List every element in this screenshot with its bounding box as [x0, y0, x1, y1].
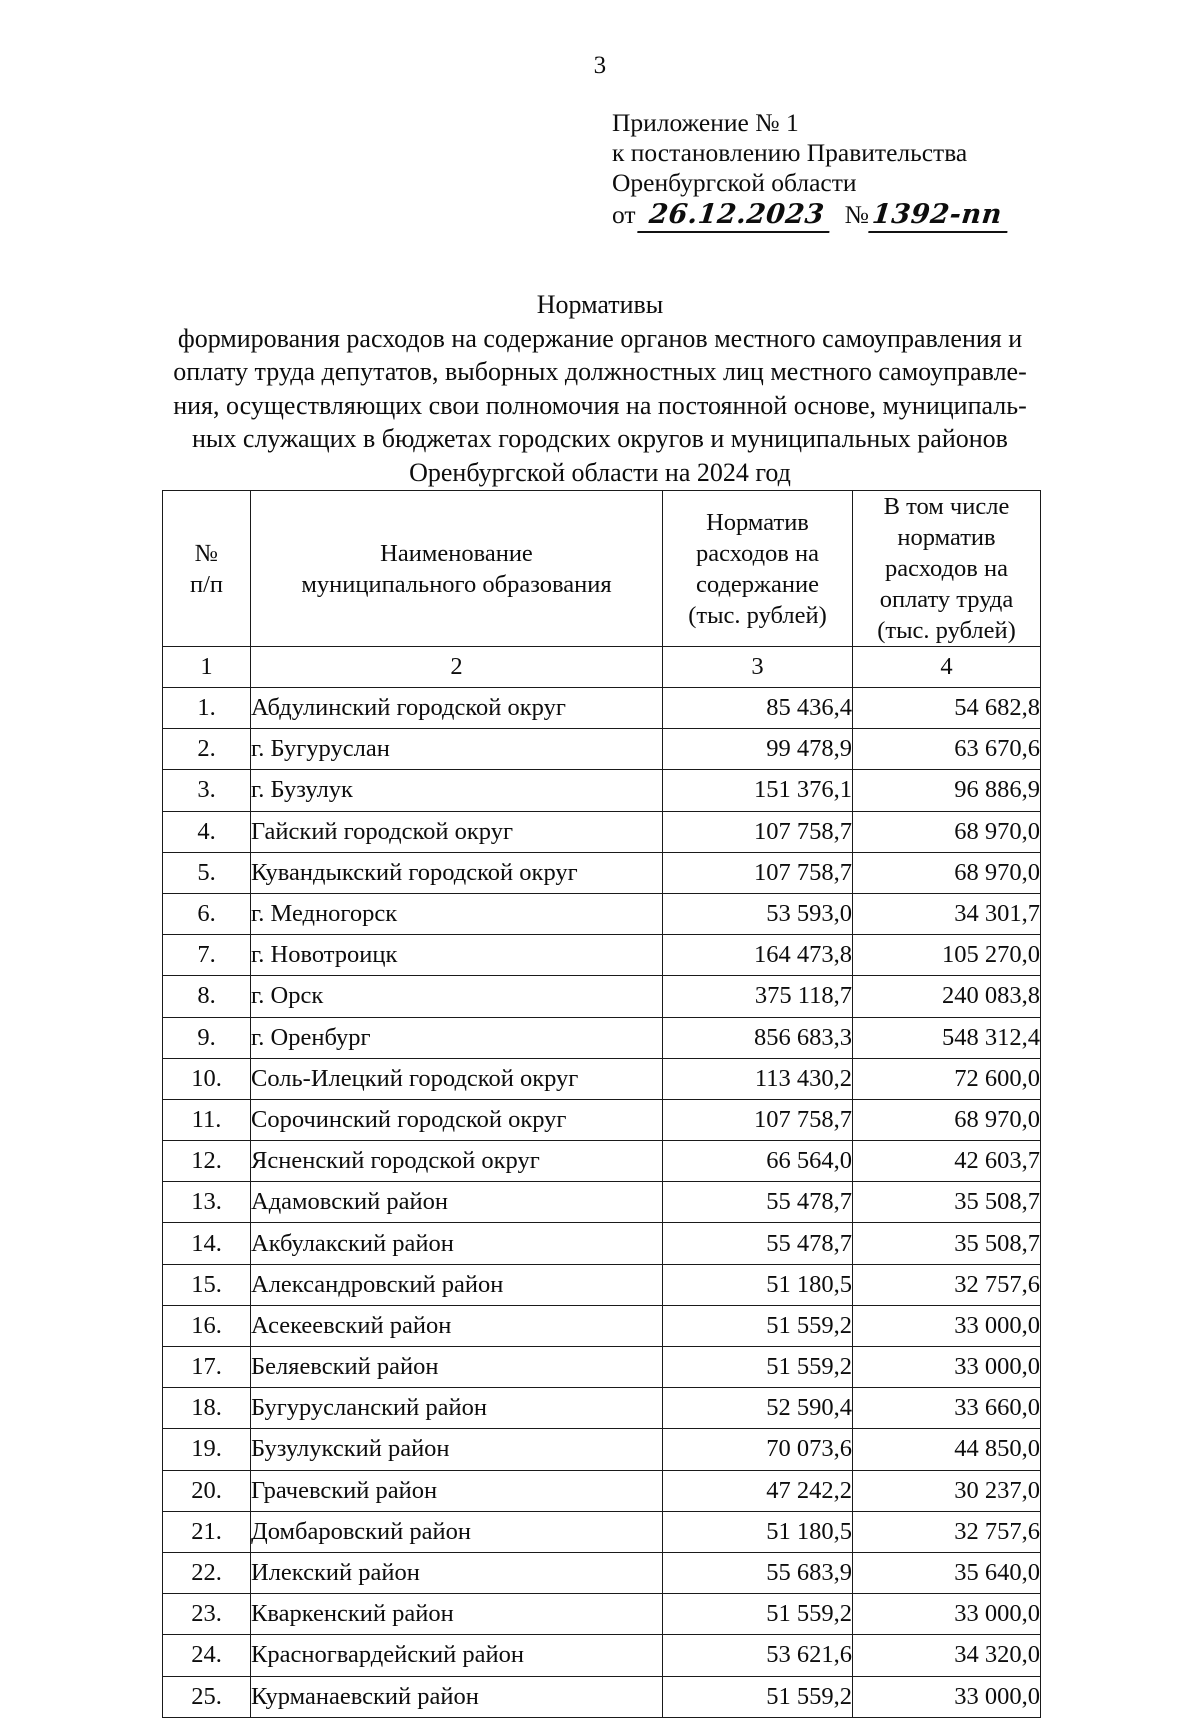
row-salary-cell: 105 270,0 [853, 935, 1041, 976]
header-cell-salary-norm [853, 491, 1041, 647]
header-cell-municipality [251, 491, 663, 647]
row-salary-cell: 42 603,7 [853, 1141, 1041, 1182]
table-row [163, 1429, 1041, 1470]
row-maintenance-cell: 51 559,2 [663, 1347, 853, 1388]
appendix-line-1: Приложение № 1 [612, 108, 799, 137]
row-index-cell: 14. [163, 1223, 251, 1264]
row-salary-cell: 96 886,9 [853, 770, 1041, 811]
row-maintenance-cell: 51 559,2 [663, 1594, 853, 1635]
row-index-cell: 16. [163, 1305, 251, 1346]
table-row [163, 811, 1041, 852]
table-row [163, 688, 1041, 729]
header-maintenance-line-3: содержание [696, 570, 819, 598]
title-line-2: формирования расходов на содержание органов местного самоуправления и [177, 323, 1023, 353]
row-salary-cell: 32 757,6 [853, 1264, 1041, 1305]
row-maintenance-cell: 47 242,2 [663, 1470, 853, 1511]
table-row [163, 1305, 1041, 1346]
row-index-cell: 23. [163, 1594, 251, 1635]
page-number: 3 [593, 52, 607, 79]
row-index-cell: 5. [163, 852, 251, 893]
row-municipality-cell: Абдулинский городской округ [251, 688, 663, 729]
column-number-4: 4 [853, 647, 1041, 688]
row-index-cell: 18. [163, 1388, 251, 1429]
row-municipality-cell: Бугурусланский район [251, 1388, 663, 1429]
table-row [163, 1264, 1041, 1305]
table-row [163, 1552, 1041, 1593]
row-salary-cell: 68 970,0 [853, 1099, 1041, 1140]
row-salary-cell: 33 000,0 [853, 1347, 1041, 1388]
row-municipality-cell: г. Бузулук [251, 770, 663, 811]
appendix-reference-block [612, 108, 1082, 233]
table-row [163, 1470, 1041, 1511]
row-municipality-cell: Адамовский район [251, 1182, 663, 1223]
row-salary-cell: 30 237,0 [853, 1470, 1041, 1511]
header-salary-line-1: В том числе [883, 493, 1010, 520]
title-line-3: оплату труда депутатов, выборных должностных лиц местного самоуправле- [173, 357, 1027, 386]
header-municipality-line-1: Наименование [380, 539, 533, 567]
row-index-cell: 11. [163, 1099, 251, 1140]
row-salary-cell: 63 670,6 [853, 729, 1041, 770]
row-index-cell: 3. [163, 770, 251, 811]
row-salary-cell: 68 970,0 [853, 811, 1041, 852]
number-sign: № [844, 200, 869, 229]
row-index-cell: 7. [163, 935, 251, 976]
row-maintenance-cell: 151 376,1 [663, 770, 853, 811]
row-salary-cell: 44 850,0 [853, 1429, 1041, 1470]
row-municipality-cell: Домбаровский район [251, 1511, 663, 1552]
row-salary-cell: 32 757,6 [853, 1511, 1041, 1552]
row-municipality-cell: Соль-Илецкий городской округ [251, 1058, 663, 1099]
row-index-cell: 19. [163, 1429, 251, 1470]
row-municipality-cell: г. Новотроицк [251, 935, 663, 976]
appendix-line-3: Оренбургской области [612, 168, 857, 197]
row-maintenance-cell: 51 559,2 [663, 1305, 853, 1346]
header-number-line-1: № [194, 539, 219, 567]
header-salary-line-4: оплату труда [879, 586, 1014, 613]
row-salary-cell: 34 301,7 [853, 893, 1041, 934]
row-index-cell: 2. [163, 729, 251, 770]
row-salary-cell: 33 000,0 [853, 1594, 1041, 1635]
row-salary-cell: 68 970,0 [853, 852, 1041, 893]
from-label: от [612, 200, 636, 229]
table-row [163, 935, 1041, 976]
row-municipality-cell: Илекский район [251, 1552, 663, 1593]
row-maintenance-cell: 51 180,5 [663, 1264, 853, 1305]
document-title [160, 288, 1040, 489]
header-salary-line-2: норматив [897, 524, 996, 551]
row-index-cell: 21. [163, 1511, 251, 1552]
row-maintenance-cell: 55 478,7 [663, 1223, 853, 1264]
table-row [163, 852, 1041, 893]
header-maintenance-line-4: (тыс. рублей) [688, 601, 827, 629]
row-municipality-cell: Александровский район [251, 1264, 663, 1305]
row-salary-cell: 240 083,8 [853, 976, 1041, 1017]
row-municipality-cell: Ясненский городской округ [251, 1141, 663, 1182]
row-municipality-cell: г. Оренбург [251, 1017, 663, 1058]
table-row [163, 770, 1041, 811]
table-row [163, 1058, 1041, 1099]
table-row [163, 1635, 1041, 1676]
row-maintenance-cell: 51 180,5 [663, 1511, 853, 1552]
row-index-cell: 13. [163, 1182, 251, 1223]
row-salary-cell: 33 000,0 [853, 1305, 1041, 1346]
row-municipality-cell: г. Бугуруслан [251, 729, 663, 770]
row-municipality-cell: Бузулукский район [251, 1429, 663, 1470]
handwritten-date: 26.12.2023 [637, 200, 833, 233]
row-index-cell: 4. [163, 811, 251, 852]
row-municipality-cell: Курманаевский район [251, 1676, 663, 1717]
normatives-table [162, 490, 1041, 1718]
row-maintenance-cell: 107 758,7 [663, 1099, 853, 1140]
row-municipality-cell: Асекеевский район [251, 1305, 663, 1346]
row-salary-cell: 54 682,8 [853, 688, 1041, 729]
table-head [163, 491, 1041, 688]
row-index-cell: 15. [163, 1264, 251, 1305]
table-row [163, 893, 1041, 934]
row-municipality-cell: Кваркенский район [251, 1594, 663, 1635]
row-maintenance-cell: 51 559,2 [663, 1676, 853, 1717]
row-index-cell: 24. [163, 1635, 251, 1676]
table-row [163, 1347, 1041, 1388]
table-row [163, 1017, 1041, 1058]
row-maintenance-cell: 164 473,8 [663, 935, 853, 976]
header-municipality-line-2: муниципального образования [301, 570, 612, 598]
row-maintenance-cell: 856 683,3 [663, 1017, 853, 1058]
title-line-6: Оренбургской области на 2024 год [409, 457, 791, 487]
row-municipality-cell: г. Медногорск [251, 893, 663, 934]
row-salary-cell: 72 600,0 [853, 1058, 1041, 1099]
header-salary-line-5: (тыс. рублей) [877, 617, 1016, 644]
row-maintenance-cell: 113 430,2 [663, 1058, 853, 1099]
row-maintenance-cell: 52 590,4 [663, 1388, 853, 1429]
row-index-cell: 25. [163, 1676, 251, 1717]
title-line-5: ных служащих в бюджетах городских округов и муниципальных районов [192, 424, 1008, 453]
row-municipality-cell: Беляевский район [251, 1347, 663, 1388]
row-index-cell: 1. [163, 688, 251, 729]
row-maintenance-cell: 107 758,7 [663, 811, 853, 852]
row-index-cell: 9. [163, 1017, 251, 1058]
title-line-1: Нормативы [536, 290, 664, 319]
title-line-4: ния, осуществляющих свои полномочия на постоянной основе, муниципаль- [173, 390, 1027, 420]
row-salary-cell: 35 640,0 [853, 1552, 1041, 1593]
table-header-row [163, 491, 1041, 647]
row-maintenance-cell: 85 436,4 [663, 688, 853, 729]
row-salary-cell: 33 660,0 [853, 1388, 1041, 1429]
appendix-date-line [612, 200, 1082, 233]
row-index-cell: 17. [163, 1347, 251, 1388]
row-maintenance-cell: 107 758,7 [663, 852, 853, 893]
header-number-line-2: п/п [189, 570, 224, 598]
row-salary-cell: 35 508,7 [853, 1182, 1041, 1223]
row-maintenance-cell: 70 073,6 [663, 1429, 853, 1470]
table-row [163, 1594, 1041, 1635]
table-row [163, 1388, 1041, 1429]
row-municipality-cell: Грачевский район [251, 1470, 663, 1511]
column-number-2: 2 [251, 647, 663, 688]
row-maintenance-cell: 375 118,7 [663, 976, 853, 1017]
row-maintenance-cell: 99 478,9 [663, 729, 853, 770]
row-maintenance-cell: 55 683,9 [663, 1552, 853, 1593]
column-number-3: 3 [663, 647, 853, 688]
row-salary-cell: 33 000,0 [853, 1676, 1041, 1717]
row-salary-cell: 35 508,7 [853, 1223, 1041, 1264]
row-index-cell: 8. [163, 976, 251, 1017]
row-index-cell: 20. [163, 1470, 251, 1511]
row-municipality-cell: Сорочинский городской округ [251, 1099, 663, 1140]
table-row [163, 976, 1041, 1017]
header-salary-line-3: расходов на [885, 555, 1008, 582]
row-municipality-cell: г. Орск [251, 976, 663, 1017]
table-body [163, 688, 1041, 1718]
header-maintenance-line-1: Норматив [706, 508, 809, 536]
row-municipality-cell: Красногвардейский район [251, 1635, 663, 1676]
header-maintenance-line-2: расходов на [696, 539, 819, 567]
row-municipality-cell: Гайский городской округ [251, 811, 663, 852]
appendix-line-2: к постановлению Правительства [612, 138, 968, 167]
handwritten-document-number: 1392-пп [868, 200, 1010, 233]
table-row [163, 1141, 1041, 1182]
normatives-table-wrapper [162, 490, 1040, 1718]
row-index-cell: 6. [163, 893, 251, 934]
row-maintenance-cell: 55 478,7 [663, 1182, 853, 1223]
header-cell-maintenance-norm [663, 491, 853, 647]
row-salary-cell: 548 312,4 [853, 1017, 1041, 1058]
row-municipality-cell: Кувандыкский городской округ [251, 852, 663, 893]
row-index-cell: 10. [163, 1058, 251, 1099]
table-row [163, 1676, 1041, 1717]
row-index-cell: 22. [163, 1552, 251, 1593]
table-row [163, 1511, 1041, 1552]
table-row [163, 1099, 1041, 1140]
header-cell-number [163, 491, 251, 647]
row-maintenance-cell: 53 593,0 [663, 893, 853, 934]
table-row [163, 1223, 1041, 1264]
table-row [163, 729, 1041, 770]
column-number-1: 1 [163, 647, 251, 688]
row-maintenance-cell: 66 564,0 [663, 1141, 853, 1182]
row-maintenance-cell: 53 621,6 [663, 1635, 853, 1676]
row-index-cell: 12. [163, 1141, 251, 1182]
row-municipality-cell: Акбулакский район [251, 1223, 663, 1264]
column-number-row [163, 647, 1041, 688]
table-row [163, 1182, 1041, 1223]
row-salary-cell: 34 320,0 [853, 1635, 1041, 1676]
